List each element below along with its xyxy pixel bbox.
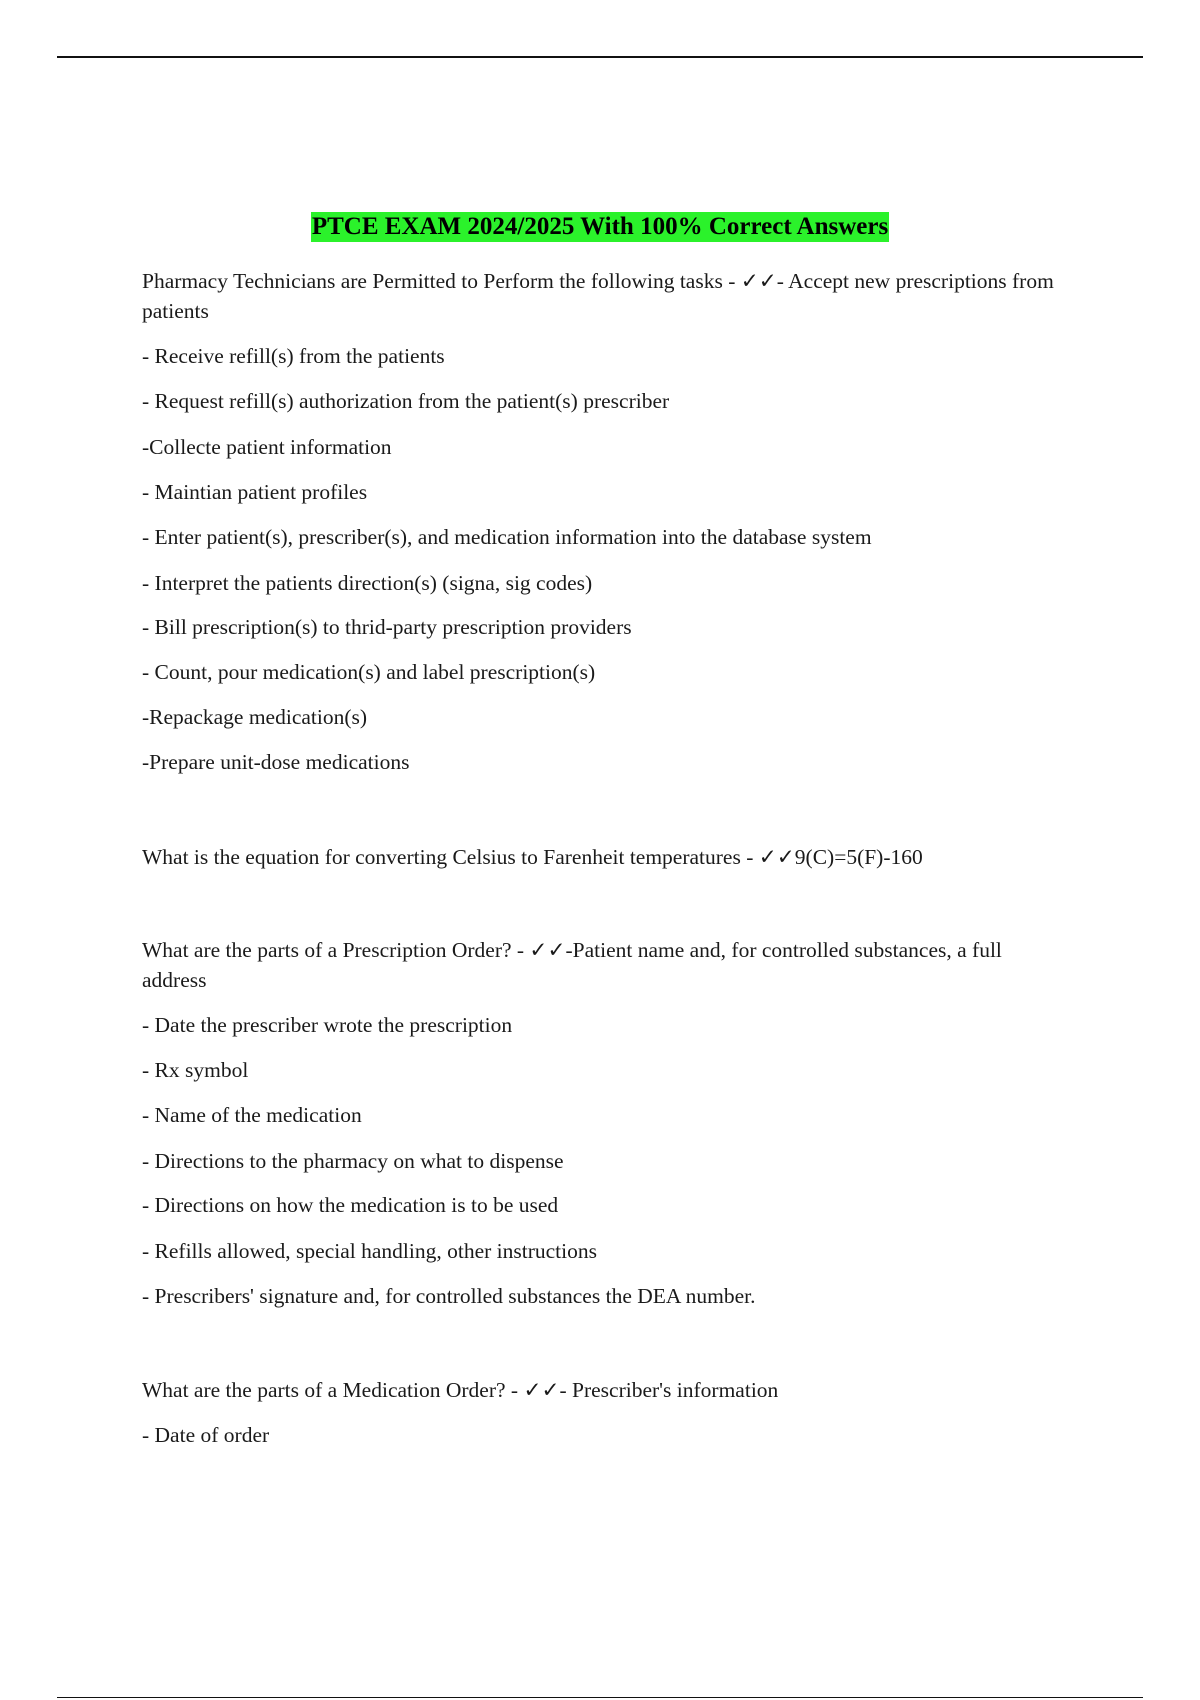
question-celsius-fahrenheit: What is the equation for converting Celsius to Farenheit temperatures - ✓✓9(C)=5(F)-160: [142, 845, 923, 869]
list-item: - Maintian patient profiles: [142, 480, 368, 504]
list-item: - Interpret the patients direction(s) (signa, sig codes): [142, 571, 593, 595]
list-item: - Request refill(s) authorization from the patient(s) prescriber: [142, 389, 670, 413]
question-pharmacy-tech-tasks: Pharmacy Technicians are Permitted to Perform the following tasks - ✓✓- Accept new prescriptions from patients: [142, 269, 1054, 323]
list-item: - Refills allowed, special handling, other instructions: [142, 1239, 597, 1263]
question-medication-order-parts: What are the parts of a Medication Order? - ✓✓- Prescriber's information: [142, 1378, 779, 1402]
list-item: - Bill prescription(s) to thrid-party prescription providers: [142, 615, 632, 639]
list-item: - Receive refill(s) from the patients: [142, 344, 445, 368]
list-item: - Enter patient(s), prescriber(s), and medication information into the database system: [142, 525, 872, 549]
list-item: - Date the prescriber wrote the prescription: [142, 1013, 513, 1037]
list-item: - Rx symbol: [142, 1058, 249, 1082]
list-item: - Date of order: [142, 1423, 270, 1447]
list-item: - Prescribers' signature and, for controlled substances the DEA number.: [142, 1284, 756, 1308]
list-item: - Directions to the pharmacy on what to dispense: [142, 1149, 564, 1173]
list-item: -Prepare unit-dose medications: [142, 750, 410, 774]
document-title: PTCE EXAM 2024/2025 With 100% Correct Answers: [311, 213, 889, 240]
footer-rule: [57, 1697, 1143, 1698]
list-item: - Name of the medication: [142, 1103, 362, 1127]
list-item: -Repackage medication(s): [142, 705, 368, 729]
list-item: -Collecte patient information: [142, 435, 392, 459]
list-item: - Count, pour medication(s) and label prescription(s): [142, 660, 596, 684]
list-item: - Directions on how the medication is to be used: [142, 1193, 559, 1217]
question-prescription-order-parts: What are the parts of a Prescription Order? - ✓✓-Patient name and, for controlled substances, a full address: [142, 938, 1002, 992]
title-container: [0, 212, 1200, 242]
header-rule: [57, 56, 1143, 58]
